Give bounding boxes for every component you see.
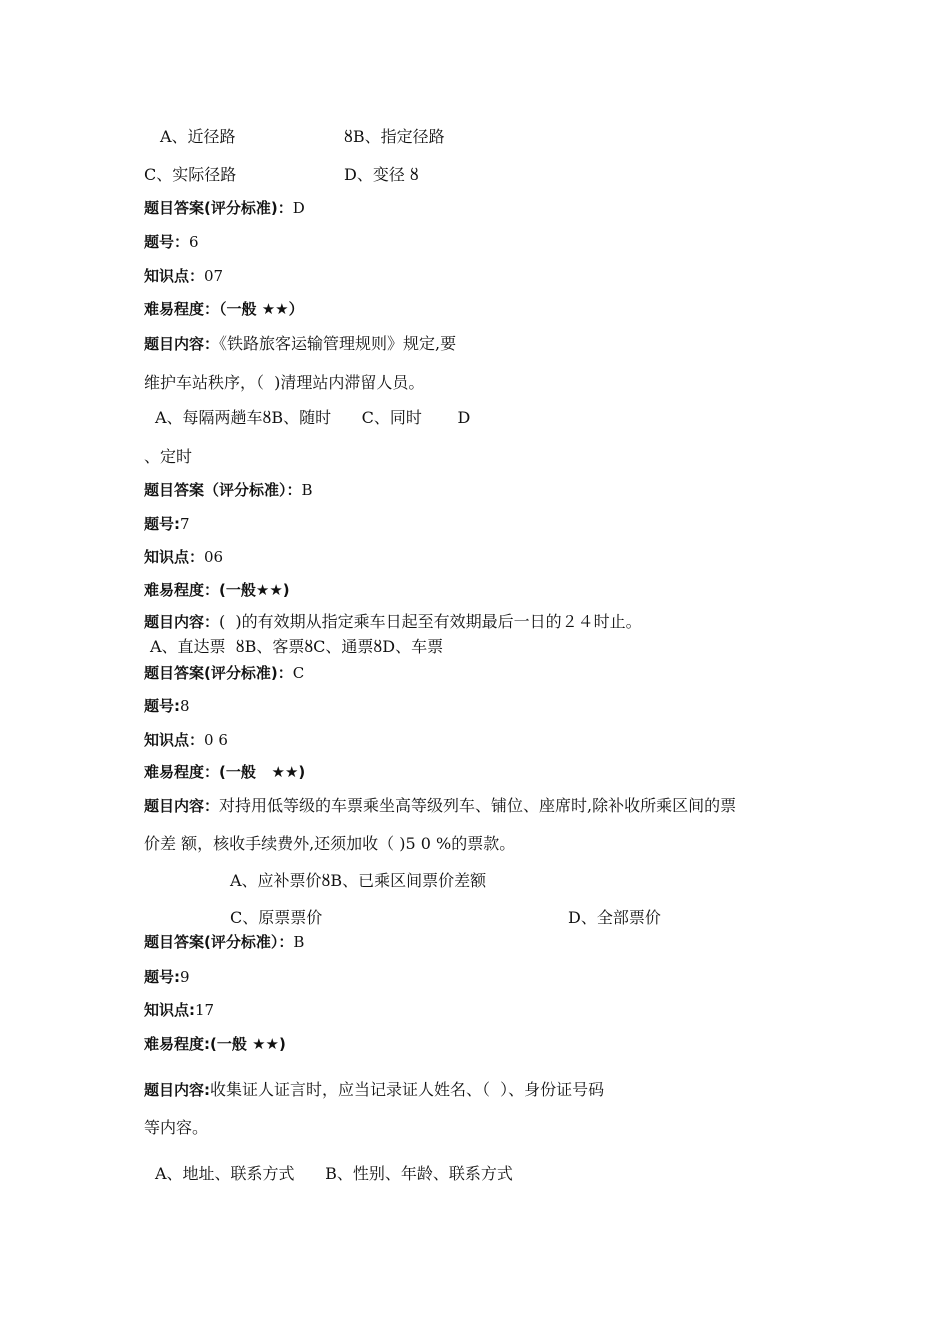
content-text: 收集证人证言时，应当记录证人姓名、（ ）、身份证号码: [210, 1080, 605, 1099]
number-label: 题号:: [144, 697, 180, 715]
q6-difficulty: [144, 299, 304, 319]
content-label: 题目内容：: [144, 797, 220, 815]
content-label: 题目内容：: [144, 335, 220, 353]
answer-value: C: [292, 664, 305, 682]
q9-number: [144, 967, 190, 987]
q6-content: [144, 334, 456, 354]
q8-options-ab: A、应补票价ȣB、已乘区间票价差额: [230, 871, 487, 890]
answer-label: 题目答案(评分标准)：: [144, 199, 293, 217]
q8-content: [144, 796, 736, 816]
difficulty-label: 难易程度：: [144, 763, 220, 781]
q8-difficulty: [144, 762, 305, 782]
q6-content-continued: 维护车站秩序，（ )清理站内滞留人员。: [144, 373, 425, 392]
kp-value: 07: [204, 267, 224, 285]
q8-option-d: D、全部票价: [568, 908, 661, 927]
q9-options: A、地址、联系方式 B、性别、年龄、联系方式: [155, 1164, 513, 1183]
content-text: 对持用低等级的车票乘坐高等级列车、铺位、座席时,除补收所乘区间的票: [219, 796, 737, 815]
kp-value: 06: [204, 548, 224, 566]
difficulty-value: (一般 ★★): [210, 1035, 286, 1053]
difficulty-label: 难易程度：: [144, 581, 220, 599]
kp-value: 17: [195, 1001, 215, 1019]
q5-option-a: A、近径路: [160, 127, 236, 146]
q9-difficulty: [144, 1034, 286, 1054]
q6-answer: [144, 480, 313, 500]
q5-answer: [144, 198, 305, 218]
content-label: 题目内容：: [144, 613, 220, 631]
q7-knowledge-point: [144, 547, 223, 567]
content-label: 题目内容:: [144, 1081, 210, 1099]
kp-value: 0 6: [204, 731, 228, 749]
answer-label: 题目答案（评分标准）：: [144, 481, 302, 499]
q5-option-b: ȣB、指定径路: [344, 127, 445, 146]
q7-content: [144, 612, 642, 632]
kp-label: 知识点：: [144, 267, 205, 285]
q8-answer: [144, 932, 304, 952]
difficulty-label: 难易程度:: [144, 1035, 210, 1053]
number-label: 题号:: [144, 968, 180, 986]
number-label: 题号：: [144, 233, 190, 251]
q5-option-d: D、变径 ȣ: [344, 165, 419, 184]
q7-number: [144, 514, 190, 534]
q7-difficulty: [144, 580, 290, 600]
number-value: 7: [180, 515, 190, 533]
kp-label: 知识点:: [144, 1001, 195, 1019]
difficulty-value: （一般 ★★）: [219, 300, 304, 318]
number-value: 9: [180, 968, 190, 986]
q6-number: [144, 232, 199, 252]
kp-label: 知识点：: [144, 548, 205, 566]
q7-answer: [144, 663, 304, 683]
q9-content: [144, 1080, 604, 1100]
q8-option-c: C、原票票价: [230, 908, 323, 927]
answer-label: 题目答案(评分标准)：: [144, 664, 293, 682]
answer-value: B: [293, 933, 305, 951]
answer-value: B: [301, 481, 313, 499]
q7-options: A、直达票 ȣB、客票ȣC、通票ȣD、车票: [150, 637, 444, 656]
q6-options-continued: 、定时: [144, 447, 193, 466]
content-text: ( )的有效期从指定乘车日起至有效期最后一日的２４时止。: [219, 612, 642, 631]
q6-knowledge-point: [144, 266, 223, 286]
answer-value: D: [292, 199, 305, 217]
q8-knowledge-point: [144, 730, 228, 750]
q9-knowledge-point: [144, 1000, 214, 1020]
number-value: 6: [189, 233, 199, 251]
q9-content-continued: 等内容。: [144, 1118, 209, 1137]
q8-content-continued: 价差 额，核收手续费外,还须加收（ )5 0 %的票款。: [144, 834, 516, 853]
q5-option-c: C、实际径路: [144, 165, 237, 184]
number-label: 题号:: [144, 515, 180, 533]
kp-label: 知识点：: [144, 731, 205, 749]
difficulty-value: (一般 ★★): [219, 763, 306, 781]
difficulty-value: (一般★★): [219, 581, 290, 599]
q6-options: A、每隔两趟车ȣB、随时 C、同时 D: [155, 408, 471, 427]
content-text: 《铁路旅客运输管理规则》规定,要: [219, 334, 457, 353]
answer-label: 题目答案(评分标准）：: [144, 933, 294, 951]
q8-number: [144, 696, 190, 716]
difficulty-label: 难易程度：: [144, 300, 220, 318]
number-value: 8: [180, 697, 190, 715]
